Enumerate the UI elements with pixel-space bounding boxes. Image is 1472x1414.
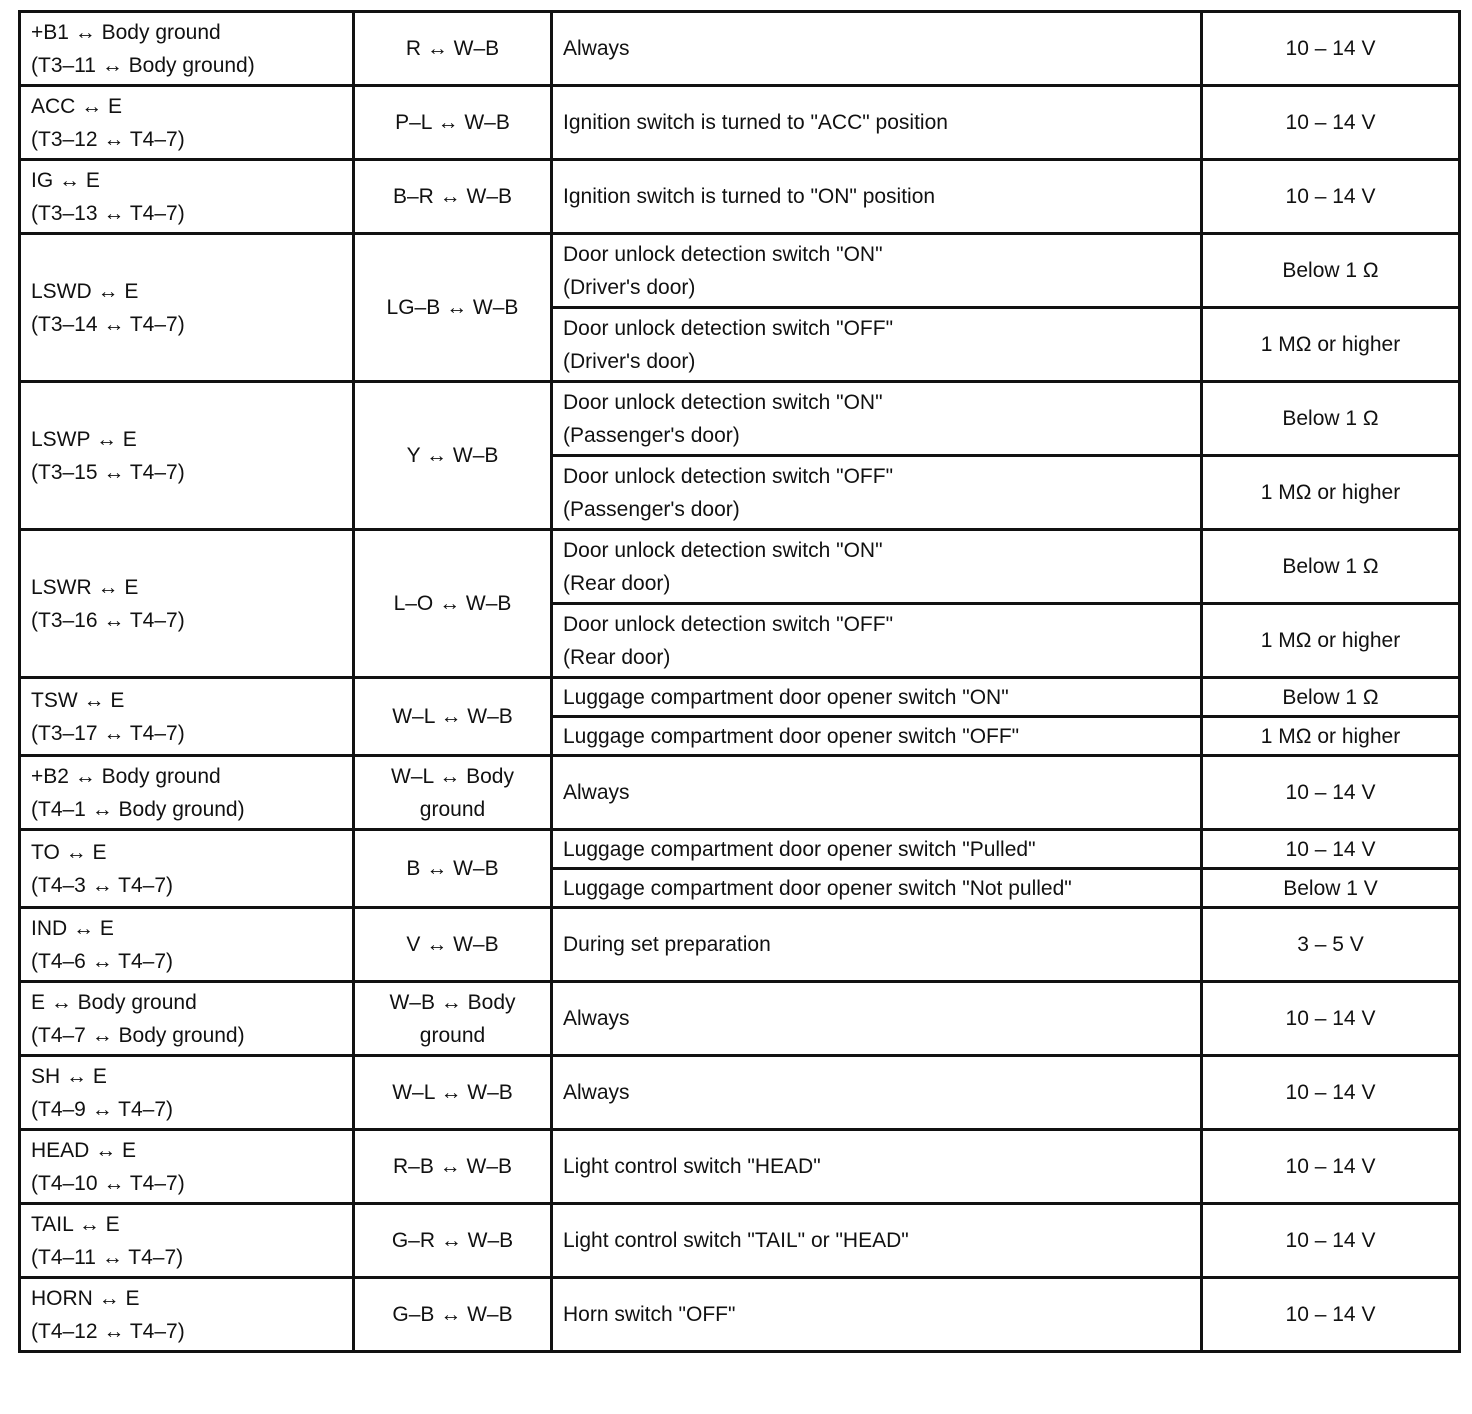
wiring-color-cell: [354, 382, 552, 530]
terminal-text: (T4–10 ↔ T4–7): [31, 1171, 185, 1195]
table-row: [20, 12, 1460, 86]
specified-condition-cell: [1202, 530, 1460, 604]
wiring-color-text: W–L ↔ W–B: [392, 705, 513, 728]
condition-text: Ignition switch is turned to "ACC" position: [563, 111, 948, 134]
condition-cell: [552, 982, 1202, 1056]
condition-cell: [552, 308, 1202, 382]
specified-condition-text: Below 1 Ω: [1282, 259, 1379, 282]
specified-condition-cell: [1202, 1056, 1460, 1130]
specified-condition-cell: [1202, 12, 1460, 86]
condition-text: Luggage compartment door opener switch "Pulled": [563, 837, 1036, 861]
wiring-color-text: G–R ↔ W–B: [391, 1229, 514, 1252]
specified-condition-cell: [1202, 982, 1460, 1056]
specified-condition-cell: [1202, 1130, 1460, 1204]
condition-cell: [552, 604, 1202, 678]
wiring-color-text: R–B ↔ W–B: [392, 1155, 513, 1178]
wiring-color-cell: [354, 530, 552, 678]
wiring-color-cell: [354, 908, 552, 982]
wiring-color-text: G–B ↔ W–B: [392, 1303, 513, 1326]
table-row: [20, 234, 1460, 308]
terminal-text: IG ↔ E: [31, 168, 100, 192]
wiring-color-cell: [354, 1204, 552, 1278]
condition-cell: [552, 234, 1202, 308]
terminal-cell: [20, 678, 354, 756]
condition-text: Door unlock detection switch "ON": [563, 242, 883, 266]
condition-cell: [552, 830, 1202, 869]
terminal-text: HORN ↔ E: [31, 1286, 140, 1310]
terminal-cell: [20, 160, 354, 234]
table-row: [20, 1130, 1460, 1204]
specified-condition-text: 3 – 5 V: [1297, 933, 1364, 956]
condition-text: Always: [563, 1007, 630, 1030]
terminal-text: E ↔ Body ground: [31, 990, 197, 1014]
wiring-color-text: R ↔ W–B: [405, 37, 500, 60]
terminal-text: (T4–3 ↔ T4–7): [31, 873, 174, 897]
condition-cell: [552, 456, 1202, 530]
condition-cell: [552, 12, 1202, 86]
specified-condition-cell: [1202, 456, 1460, 530]
specified-condition-cell: [1202, 1204, 1460, 1278]
wiring-color-text: ground: [419, 797, 486, 821]
terminal-text: (T4–12 ↔ T4–7): [31, 1319, 185, 1343]
wiring-color-cell: [354, 160, 552, 234]
specified-condition-cell: [1202, 717, 1460, 756]
condition-cell: [552, 382, 1202, 456]
wiring-color-cell: [354, 678, 552, 756]
specified-condition-cell: [1202, 308, 1460, 382]
terminal-cell: [20, 1130, 354, 1204]
terminal-cell: [20, 830, 354, 908]
terminal-cell: [20, 234, 354, 382]
specified-condition-text: 10 – 14 V: [1285, 185, 1376, 208]
wiring-color-cell: [354, 1278, 552, 1352]
condition-text: Door unlock detection switch "OFF": [563, 612, 894, 636]
specified-condition-cell: [1202, 160, 1460, 234]
specified-condition-cell: [1202, 234, 1460, 308]
condition-cell: [552, 1130, 1202, 1204]
condition-text: Luggage compartment door opener switch "Not pulled": [563, 876, 1072, 900]
table-row: [20, 160, 1460, 234]
condition-text: (Passenger's door): [563, 423, 740, 447]
condition-cell: [552, 908, 1202, 982]
terminal-text: IND ↔ E: [31, 916, 114, 940]
specified-condition-cell: [1202, 756, 1460, 830]
wiring-color-cell: [354, 1130, 552, 1204]
condition-text: (Driver's door): [563, 349, 696, 373]
terminal-cell: [20, 756, 354, 830]
condition-text: Light control switch "HEAD": [563, 1155, 821, 1178]
specified-condition-text: 10 – 14 V: [1285, 1229, 1376, 1252]
table-body: [20, 12, 1460, 1352]
condition-text: Luggage compartment door opener switch "OFF": [563, 724, 1020, 748]
terminal-text: (T3–12 ↔ T4–7): [31, 127, 185, 151]
wiring-color-cell: [354, 830, 552, 908]
specified-condition-cell: [1202, 1278, 1460, 1352]
condition-text: Door unlock detection switch "OFF": [563, 464, 894, 488]
table-row: [20, 530, 1460, 604]
specified-condition-text: 1 MΩ or higher: [1260, 724, 1401, 748]
terminal-cell: [20, 1278, 354, 1352]
terminal-text: ACC ↔ E: [31, 94, 123, 118]
condition-cell: [552, 86, 1202, 160]
terminal-text: +B2 ↔ Body ground: [31, 764, 221, 788]
condition-cell: [552, 756, 1202, 830]
condition-cell: [552, 717, 1202, 756]
table-row: [20, 908, 1460, 982]
specified-condition-text: 10 – 14 V: [1285, 781, 1376, 804]
specified-condition-cell: [1202, 908, 1460, 982]
condition-text: Light control switch "TAIL" or "HEAD": [563, 1229, 909, 1252]
wiring-color-text: B ↔ W–B: [406, 857, 499, 880]
specified-condition-cell: [1202, 382, 1460, 456]
terminal-cell: [20, 530, 354, 678]
specified-condition-text: 10 – 14 V: [1285, 1303, 1376, 1326]
condition-cell: [552, 160, 1202, 234]
terminal-text: (T3–16 ↔ T4–7): [31, 608, 185, 632]
condition-text: (Passenger's door): [563, 497, 740, 521]
specified-condition-text: Below 1 V: [1283, 876, 1378, 900]
wiring-color-text: P–L ↔ W–B: [395, 111, 510, 134]
condition-text: Always: [563, 37, 630, 60]
specified-condition-text: 1 MΩ or higher: [1260, 481, 1401, 504]
wiring-color-text: W–L ↔ W–B: [392, 1081, 513, 1104]
condition-text: During set preparation: [563, 933, 771, 956]
table-row: [20, 830, 1460, 869]
terminal-cell: [20, 982, 354, 1056]
wiring-color-cell: [354, 756, 552, 830]
specified-condition-text: Below 1 Ω: [1282, 407, 1379, 430]
specified-condition-text: 10 – 14 V: [1285, 37, 1376, 60]
wiring-color-cell: [354, 12, 552, 86]
specified-condition-cell: [1202, 86, 1460, 160]
terminal-text: LSWD ↔ E: [31, 279, 139, 303]
wiring-color-text: L–O ↔ W–B: [393, 592, 512, 615]
table-row: [20, 1056, 1460, 1130]
terminal-text: TSW ↔ E: [31, 688, 125, 712]
wiring-color-text: B–R ↔ W–B: [392, 185, 513, 208]
wiring-color-text: W–B ↔ Body: [389, 990, 516, 1014]
specified-condition-text: 10 – 14 V: [1285, 837, 1376, 861]
terminal-text: (T3–17 ↔ T4–7): [31, 721, 185, 745]
specified-condition-text: Below 1 Ω: [1282, 685, 1379, 709]
terminal-text: +B1 ↔ Body ground: [31, 20, 221, 44]
terminal-text: (T4–7 ↔ Body ground): [31, 1023, 245, 1047]
terminal-cell: [20, 1204, 354, 1278]
terminal-cell: [20, 1056, 354, 1130]
condition-text: Luggage compartment door opener switch "ON": [563, 685, 1009, 709]
terminal-inspection-table: [18, 10, 1461, 1353]
condition-text: Door unlock detection switch "OFF": [563, 316, 894, 340]
specified-condition-text: 10 – 14 V: [1285, 1007, 1376, 1030]
terminal-text: TO ↔ E: [31, 840, 107, 864]
condition-text: Ignition switch is turned to "ON" position: [563, 185, 936, 208]
table-row: [20, 756, 1460, 830]
wiring-color-cell: [354, 982, 552, 1056]
condition-cell: [552, 1278, 1202, 1352]
condition-text: (Rear door): [563, 571, 671, 595]
specified-condition-cell: [1202, 604, 1460, 678]
terminal-text: (T3–13 ↔ T4–7): [31, 201, 185, 225]
table-row: [20, 86, 1460, 160]
condition-text: Door unlock detection switch "ON": [563, 538, 883, 562]
table-row: [20, 1278, 1460, 1352]
condition-text: (Rear door): [563, 645, 671, 669]
terminal-text: (T4–9 ↔ T4–7): [31, 1097, 174, 1121]
wiring-color-text: Y ↔ W–B: [406, 444, 499, 467]
condition-text: Door unlock detection switch "ON": [563, 390, 883, 414]
terminal-text: LSWR ↔ E: [31, 575, 139, 599]
terminal-text: (T3–11 ↔ Body ground): [31, 53, 255, 77]
condition-text: Always: [563, 1081, 630, 1104]
terminal-text: SH ↔ E: [31, 1064, 107, 1088]
specified-condition-text: 10 – 14 V: [1285, 1081, 1376, 1104]
terminal-cell: [20, 382, 354, 530]
terminal-cell: [20, 86, 354, 160]
condition-cell: [552, 1056, 1202, 1130]
terminal-text: (T3–15 ↔ T4–7): [31, 460, 185, 484]
wiring-color-cell: [354, 234, 552, 382]
specified-condition-cell: [1202, 869, 1460, 908]
wiring-color-cell: [354, 86, 552, 160]
table-row: [20, 982, 1460, 1056]
table-row: [20, 1204, 1460, 1278]
wiring-color-text: LG–B ↔ W–B: [386, 296, 519, 319]
condition-cell: [552, 869, 1202, 908]
wiring-color-cell: [354, 1056, 552, 1130]
terminal-text: (T4–1 ↔ Body ground): [31, 797, 245, 821]
condition-cell: [552, 530, 1202, 604]
table-row: [20, 678, 1460, 717]
terminal-text: (T4–6 ↔ T4–7): [31, 949, 174, 973]
wiring-color-text: W–L ↔ Body: [391, 764, 514, 788]
specified-condition-text: 1 MΩ or higher: [1260, 333, 1401, 356]
condition-text: Always: [563, 781, 630, 804]
condition-cell: [552, 678, 1202, 717]
specified-condition-text: Below 1 Ω: [1282, 555, 1379, 578]
condition-text: Horn switch "OFF": [563, 1303, 736, 1326]
wiring-color-text: V ↔ W–B: [406, 933, 499, 956]
specified-condition-text: 10 – 14 V: [1285, 111, 1376, 134]
condition-text: (Driver's door): [563, 275, 696, 299]
table-row: [20, 382, 1460, 456]
terminal-text: LSWP ↔ E: [31, 427, 137, 451]
wiring-color-text: ground: [419, 1023, 486, 1047]
terminal-text: (T3–14 ↔ T4–7): [31, 312, 185, 336]
terminal-cell: [20, 12, 354, 86]
specified-condition-text: 1 MΩ or higher: [1260, 629, 1401, 652]
terminal-text: HEAD ↔ E: [31, 1138, 137, 1162]
specified-condition-cell: [1202, 678, 1460, 717]
terminal-text: TAIL ↔ E: [31, 1212, 120, 1236]
specified-condition-cell: [1202, 830, 1460, 869]
terminal-text: (T4–11 ↔ T4–7): [31, 1245, 184, 1269]
specified-condition-text: 10 – 14 V: [1285, 1155, 1376, 1178]
condition-cell: [552, 1204, 1202, 1278]
terminal-cell: [20, 908, 354, 982]
